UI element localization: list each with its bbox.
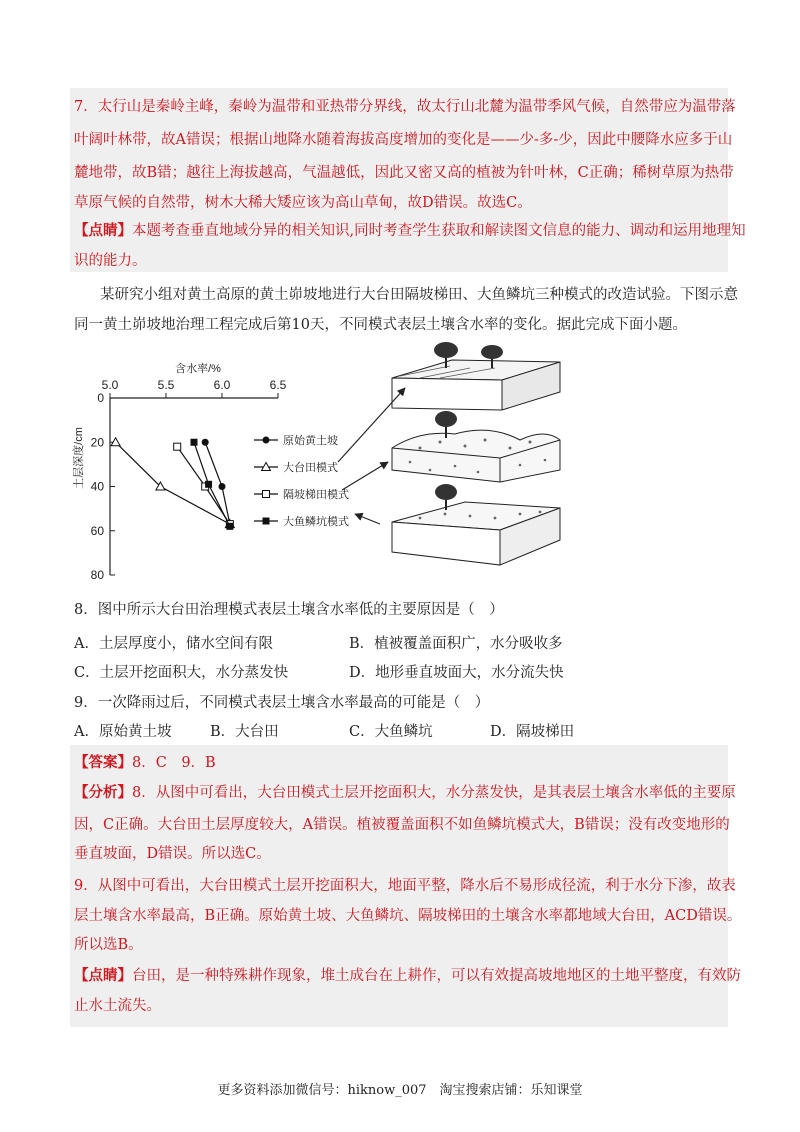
- data-point: [202, 439, 209, 446]
- x-tick-label: 6.5: [269, 378, 287, 392]
- q8-option-b: B．植被覆盖面积广，水分吸收多: [349, 636, 563, 652]
- analysis-tag: 【分析】: [74, 784, 132, 801]
- x-tick-label: 5.0: [101, 378, 119, 392]
- tip-tag: 【点睛】: [74, 222, 132, 239]
- tip2-line-1: [74, 966, 741, 986]
- series-line: [116, 442, 230, 524]
- q9-stem: 9．一次降雨过后，不同模式表层土壤含水率最高的可能是（ ）: [74, 695, 490, 711]
- y-tick-label: 40: [90, 479, 104, 494]
- legend-marker: [263, 437, 270, 444]
- q8-option-d: D．地形垂直坡面大，水分流失快: [349, 665, 564, 681]
- analysis-line-6: 所以选B。: [74, 937, 143, 953]
- y-tick-label: 20: [90, 435, 104, 450]
- y-tick-label: 0: [97, 391, 104, 405]
- y-axis-title: 土层深度/cm: [73, 427, 85, 489]
- original-slope-block-diagram: [392, 484, 560, 565]
- intro-line-2: 同一黄土峁坡地治理工程完成后第10天，不同模式表层土壤含水率的变化。据此完成下面小题。: [74, 317, 687, 333]
- y-tick-label: 80: [90, 568, 104, 582]
- moisture-chart: [71, 361, 349, 582]
- answer-line: [74, 753, 216, 773]
- tip2-tag: 【点睛】: [74, 967, 132, 984]
- q9-option-a: A．原始黄土坡: [74, 724, 172, 740]
- legend-label: 隔坡梯田模式: [283, 489, 349, 501]
- y-tick-label: 60: [90, 523, 104, 538]
- intro-line-1: 某研究小组对黄土高原的黄土峁坡地进行大台田隔坡梯田、大鱼鳞坑三种模式的改造试验。下图示意: [100, 287, 738, 303]
- terrace-block-diagram: [392, 342, 560, 410]
- answer-tag: 【答案】: [74, 754, 132, 771]
- tip-text: 本题考查垂直地域分异的相关知识,同时考查学生获取和解读图文信息的能力、调动和运用地理知: [132, 223, 746, 239]
- analysis-line-4: 9．从图中可看出，大台田模式土层开挖面积大，地面平整，降水后不易形成径流，利于水分下渗，故表: [74, 878, 736, 894]
- q8-stem: 8．图中所示大台田治理模式表层土壤含水率低的主要原因是（ ）: [74, 602, 504, 618]
- analysis-text-1: 8．从图中可看出，大台田模式土层开挖面积大，水分蒸发快，是其表层土壤含水率低的主要原: [132, 785, 736, 801]
- analysis-line-1: [74, 783, 736, 803]
- q9-option-c: C．大鱼鳞坑: [349, 724, 433, 740]
- q8-option-a: A．土层厚度小，储水空间有限: [74, 636, 273, 652]
- answer-text: 8．C 9．B: [132, 755, 216, 771]
- q7-line-3: 麓地带，故B错；越往上海拔越高，气温越低，因此又密又高的植被为针叶林，C正确；稀树草原为热带: [74, 165, 734, 181]
- q9-option-b: B．大台田: [210, 724, 279, 740]
- pointer-arrow: [342, 462, 388, 490]
- data-point: [226, 523, 233, 530]
- q8-option-c: C．土层开挖面积大，水分蒸发快: [74, 665, 289, 681]
- data-point: [191, 439, 198, 446]
- analysis-line-3: 垂直坡面，D错误。所以选C。: [74, 846, 271, 862]
- data-point: [205, 481, 212, 488]
- tip2-text-1: 台田，是一种特殊耕作现象，堆土成台在上耕作，可以有效提高坡地地区的土地平整度，有效防: [132, 968, 741, 984]
- x-tick-label: 5.5: [157, 378, 175, 392]
- analysis-line-5: 层土壤含水率最高，B正确。原始黄土坡、大鱼鳞坑、隔坡梯田的土壤含水率都地域大台田，ACD错误。: [74, 908, 742, 924]
- page-footer: 更多资料添加微信号：hiknow_007 淘宝搜索店铺：乐知课堂: [217, 1083, 583, 1098]
- legend-label: 原始黄土坡: [283, 435, 338, 447]
- x-tick-label: 6.0: [213, 378, 231, 392]
- data-point: [219, 483, 226, 490]
- q9-option-d: D．隔坡梯田: [490, 724, 575, 740]
- legend-label: 大台田模式: [283, 462, 338, 474]
- analysis-line-2: 因，C正确。大台田土层厚度较大，A错误。植被覆盖面积不如鱼鳞坑模式大，B错误；没有改变地形的: [74, 817, 730, 833]
- q7-tip-line-2: 识的能力。: [74, 253, 147, 269]
- q7-line-1: 7．太行山是秦岭主峰，秦岭为温带和亚热带分界线，故太行山北麓为温带季风气候，自然带应为温带落: [74, 99, 736, 115]
- legend-marker: [263, 491, 270, 498]
- q7-line-4: 草原气候的自然带，树木大稀大矮应该为高山草甸，故D错误。故选C。: [74, 195, 532, 211]
- pointer-arrow: [355, 514, 380, 524]
- legend-marker: [263, 518, 270, 525]
- fishscale-block-diagram: [392, 411, 560, 482]
- x-axis-title: 含水率/%: [175, 363, 221, 375]
- tip2-line-2: 止水土流失。: [74, 998, 161, 1014]
- legend-label: 大鱼鳞坑模式: [283, 516, 349, 528]
- q7-line-2: 叶阔叶林带，故A错误；根据山地降水随着海拔高度增加的变化是——少-多-少，因此中腰降水应多于山: [74, 132, 733, 148]
- data-point: [174, 443, 181, 450]
